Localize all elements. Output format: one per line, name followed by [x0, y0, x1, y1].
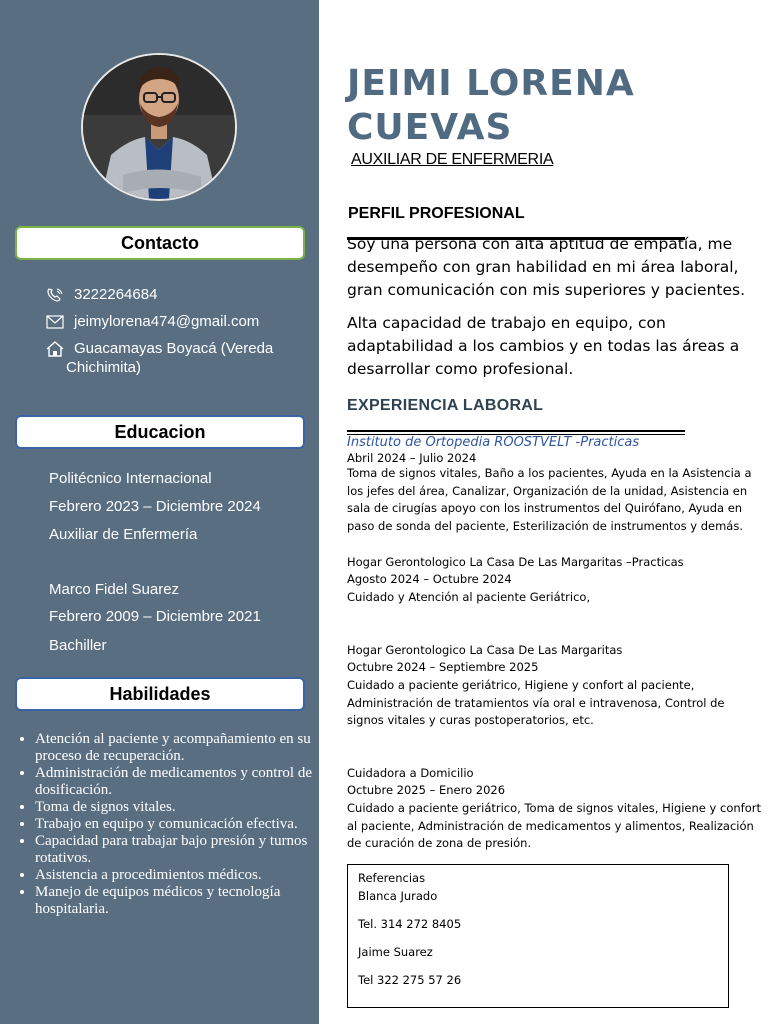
phone-icon — [46, 286, 66, 303]
avatar — [83, 55, 235, 199]
education-line: Bachiller — [49, 637, 107, 654]
references-title: Referencias — [358, 871, 426, 885]
job-place: Cuidadora a Domicilio — [347, 766, 474, 780]
job-title: AUXILIAR DE ENFERMERIA — [351, 151, 554, 168]
reference-phone: Tel 322 275 57 26 — [358, 973, 462, 987]
job-description: Cuidado a paciente geriátrico, Toma de signos vitales, Higiene y confort al paciente, Administración de medicamentos y alimentos, Realización de curación de zona de presión. — [347, 801, 761, 850]
job-dates: Octubre 2025 – Enero 2026 — [347, 783, 506, 797]
reference-phone: Tel. 314 272 8405 — [358, 917, 462, 931]
job-place-suffix: -Practicas — [571, 435, 640, 450]
education-line: Marco Fidel Suarez — [49, 581, 180, 598]
contact-heading — [15, 226, 305, 260]
profile-paragraph: Alta capacidad de trabajo en equipo, con adaptabilidad a los cambios y en todas las áreas a desarrollar como profesional. — [347, 314, 740, 378]
education-line: Febrero 2009 – Diciembre 2021 — [49, 608, 261, 625]
job-place: Hogar Gerontologico La Casa De Las Margaritas — [347, 643, 623, 657]
skill-item: • Trabajo en equipo y comunicación efectiva. — [35, 816, 335, 833]
skill-item: • Manejo de equipos médicos y tecnología hospitalaria. — [35, 884, 335, 918]
education-line: Febrero 2023 – Diciembre 2024 — [49, 498, 261, 515]
address-line-2: Chichimita) — [66, 359, 142, 376]
contact-phone — [46, 286, 157, 303]
experience-heading: EXPERIENCIA LABORAL — [347, 397, 544, 414]
education-heading-label: Educacion — [114, 421, 206, 442]
sidebar — [0, 0, 319, 1024]
phone-number[interactable]: 3222264684 — [74, 286, 158, 303]
education-line: Auxiliar de Enfermería — [49, 526, 198, 543]
contact-address — [46, 340, 273, 357]
divider — [347, 430, 685, 432]
address-line-1: Guacamayas Boyacá (Vereda — [74, 340, 274, 357]
job-dates: Agosto 2024 – Octubre 2024 — [347, 572, 512, 586]
skill-item: • Asistencia a procedimientos médicos. — [35, 867, 335, 884]
skills-heading — [15, 677, 305, 711]
skill-item: • Atención al paciente y acompañamiento en su proceso de recuperación. — [35, 731, 335, 765]
skills-heading-label: Habilidades — [109, 683, 211, 704]
reference-name: Blanca Jurado — [358, 889, 438, 903]
job-place-name: Instituto de Ortopedia ROOSTVELT — [347, 435, 572, 450]
job-dates: Abril 2024 – Julio 2024 — [347, 451, 477, 465]
job-description: Toma de signos vitales, Baño a los pacientes, Ayuda en la Asistencia a los jefes del área, Canalizar, Organización de la unidad, Asistencia en sala de cirugías apoyo con los instrumentos del Quirófano, Ayuda en paso de sonda del paciente, Esterilización de instrumentos y demás. — [347, 466, 752, 533]
contact-address-2 — [66, 359, 141, 376]
education-line: Politécnico Internacional — [49, 470, 212, 487]
job-place: Hogar Gerontologico La Casa De Las Margaritas –Practicas — [347, 555, 684, 569]
home-icon — [46, 340, 66, 357]
skill-item: • Administración de medicamentos y control de dosificación. — [35, 765, 335, 799]
references-box — [347, 864, 729, 1008]
skill-item: • Capacidad para trabajar bajo presión y turnos rotativos. — [35, 833, 335, 867]
job-description: Cuidado a paciente geriátrico, Higiene y confort al paciente, Administración de tratamientos vía oral e intravenosa, Control de signos vitales y curas postoperatorios, etc. — [347, 678, 725, 727]
person-name: JEIMI LORENA CUEVAS — [347, 63, 635, 148]
profile-paragraph: Soy una persona con alta aptitud de empatía, me desempeño con gran habilidad en mi área laboral, gran comunicación con mis superiores y pacientes. — [347, 235, 746, 299]
job-dates: Octubre 2024 – Septiembre 2025 — [347, 660, 539, 674]
profile-photo — [81, 53, 237, 201]
contact-email — [46, 313, 259, 330]
email-address[interactable]: jeimylorena474@gmail.com — [74, 313, 260, 330]
job-description: Cuidado y Atención al paciente Geriátrico, — [347, 590, 591, 604]
job-place — [347, 435, 639, 450]
profile-heading: PERFIL PROFESIONAL — [348, 205, 525, 222]
skill-item: • Toma de signos vitales. — [35, 799, 335, 816]
reference-name: Jaime Suarez — [358, 945, 433, 959]
education-heading — [15, 415, 305, 449]
skills-list — [10, 731, 335, 918]
contact-heading-label: Contacto — [121, 232, 199, 253]
email-icon — [46, 313, 66, 330]
